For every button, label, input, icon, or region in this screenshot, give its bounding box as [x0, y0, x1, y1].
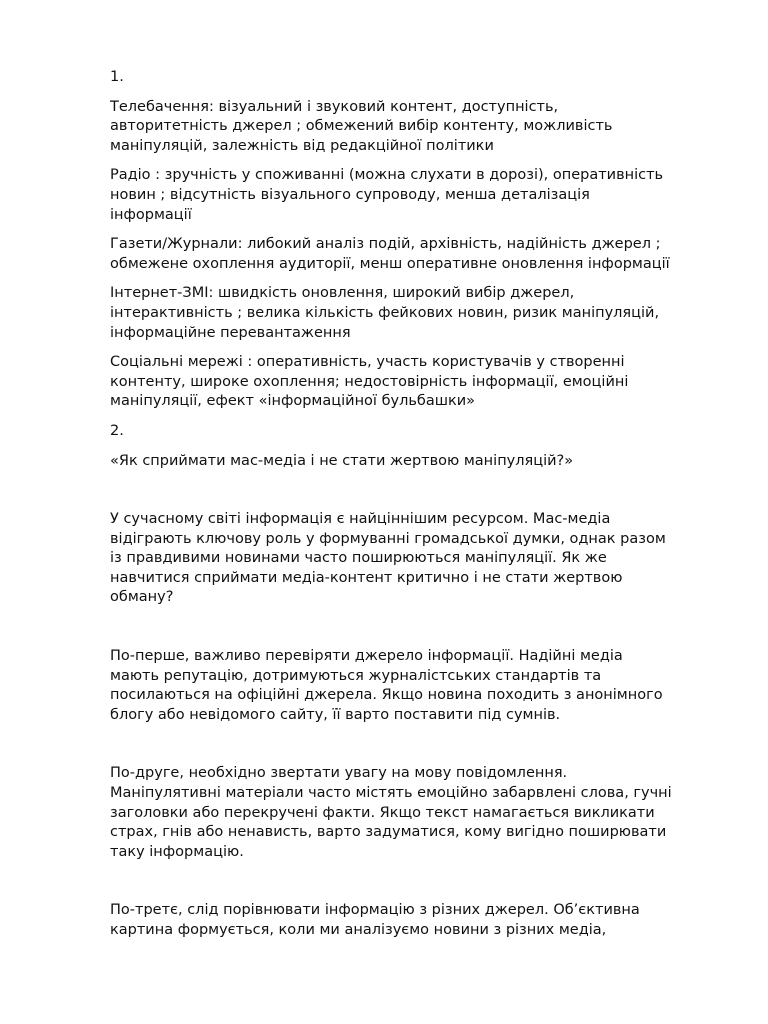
paragraph-social-networks: Соціальні мережі : оперативність, участь користувачів у створенні контенту, широке охоплення; недостовірність інформації, емоційні маніпуляції, ефект «інформаційної бульбашки» — [110, 354, 629, 410]
section-number-1: 1. — [110, 69, 124, 85]
paragraph-television: Телебачення: візуальний і звуковий контент, доступність, авторитетність джерел ; обмежений вибір контенту, можливість маніпуляцій, залежність від редакційної політики — [110, 98, 613, 154]
document-body — [110, 68, 720, 941]
essay-paragraph-second: По-друге, необхідно звертати увагу на мову повідомлення. Маніпулятивні матеріали часто містять емоційно забарвлені слова, гучні заголовки або перекручені факти. Якщо текст намагається викликати страх, гнів або ненависть, варто задуматися, кому вигідно поширювати таку інформацію. — [110, 765, 672, 860]
paragraph-newspapers: Газети/Журнали: либокий аналіз подій, архівність, надійність джерел ; обмежене охоплення аудиторії, менш оперативне оновлення інформації — [110, 236, 670, 272]
essay-intro: У сучасному світі інформація є найціннішим ресурсом. Мас-медіа відіграють ключову роль у формуванні громадської думки, однак разом із правдивими новинами часто поширюються маніпуляції. Як же навчитися сприймати медіа-контент критично і не стати жертвою обману? — [110, 511, 666, 606]
paragraph-internet-media: Інтернет-ЗМІ: швидкість оновлення, широкий вибір джерел, інтерактивність ; велика кількість фейкових новин, ризик маніпуляцій, інформаційне перевантаження — [110, 285, 660, 341]
essay-paragraph-first: По-перше, важливо перевіряти джерело інформації. Надійні медіа мають репутацію, дотримуються журналістських стандартів та посилаються на офіційні джерела. Якщо новина походить з анонімного блогу або невідомого сайту, її варто поставити під сумнів. — [110, 648, 663, 723]
essay-paragraph-third: По-третє, слід порівнювати інформацію з різних джерел. Об’єктивна картина формується, коли ми аналізуємо новини з різних медіа, — [110, 902, 640, 938]
section-number-2: 2. — [110, 422, 124, 439]
paragraph-radio: Радіо : зручність у споживанні (можна слухати в дорозі), оперативність новин ; відсутність візуального супроводу, менша деталізація інформації — [110, 167, 664, 223]
essay-title: «Як сприймати мас-медіа і не стати жертвою маніпуляцій?» — [110, 452, 574, 469]
